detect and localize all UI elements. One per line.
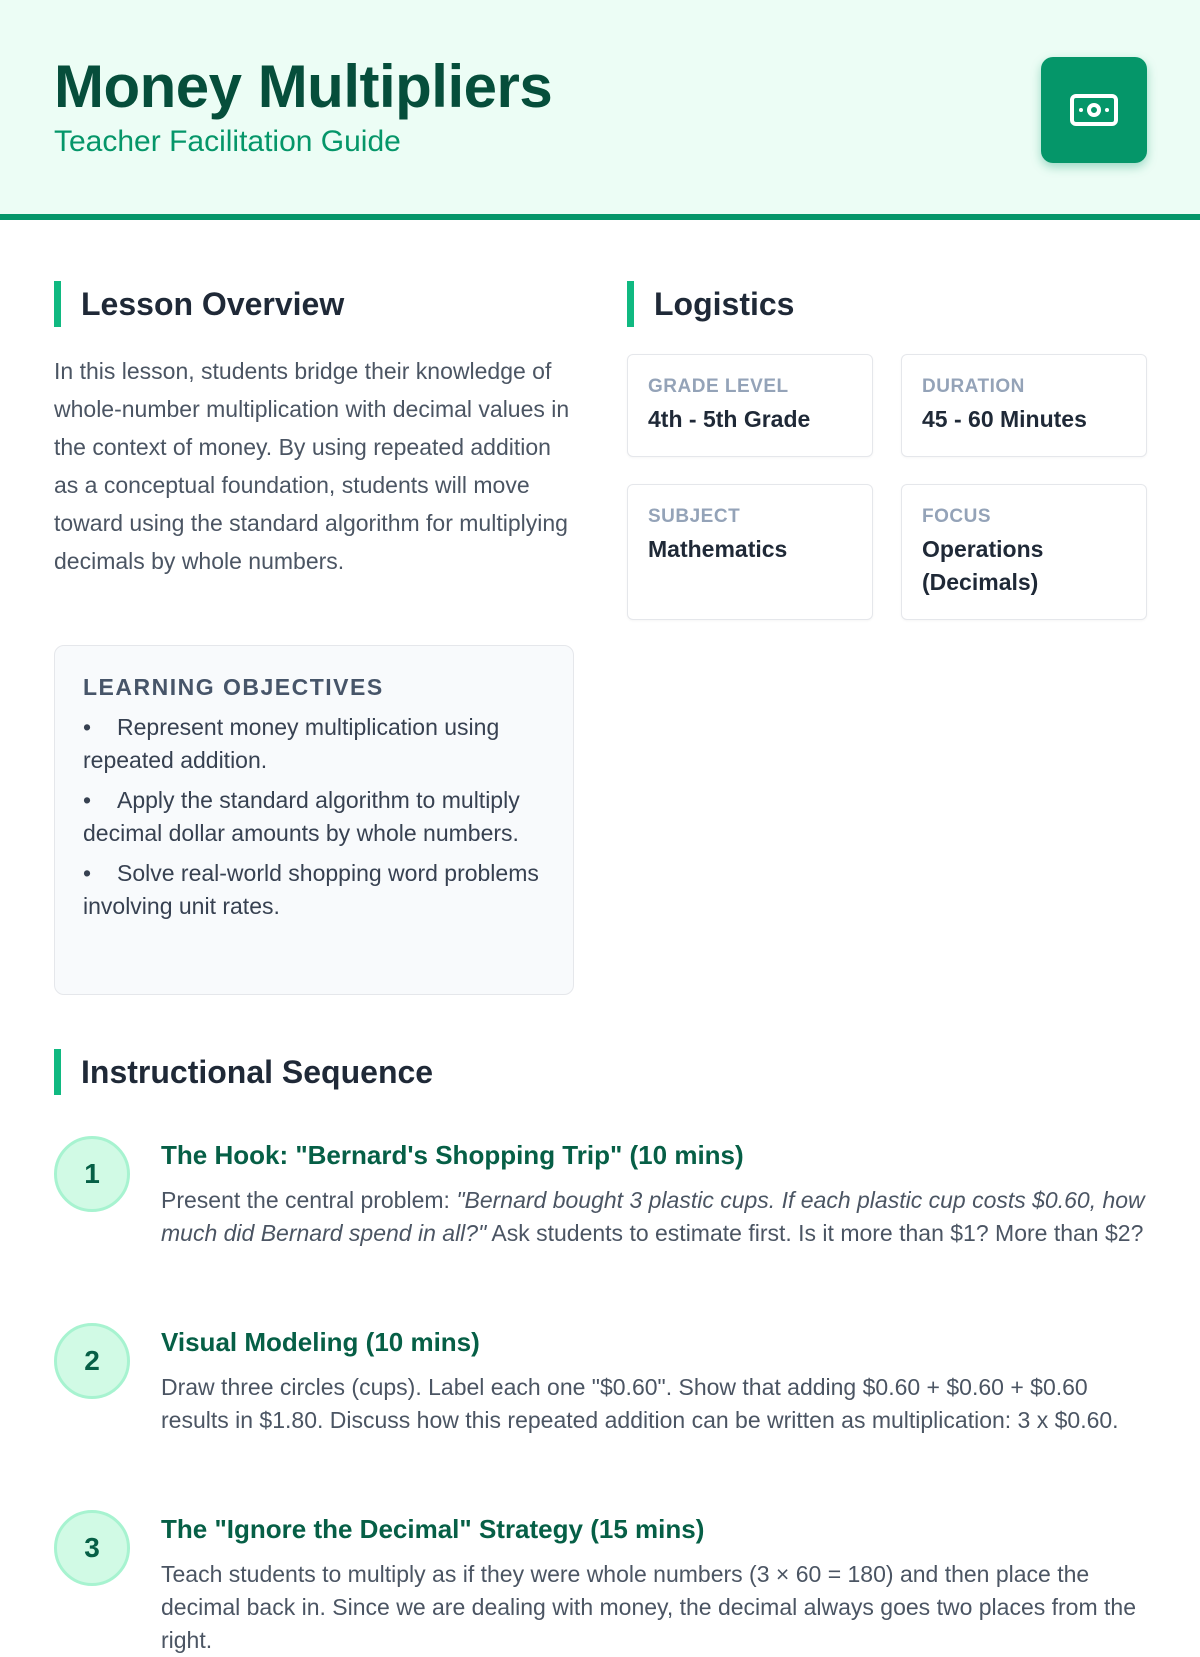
card-value: 45 - 60 Minutes xyxy=(922,406,1087,432)
step-number-badge: 1 xyxy=(54,1136,130,1212)
learning-objectives-box xyxy=(54,645,574,995)
step-number-badge: 2 xyxy=(54,1323,130,1399)
card-label: DURATION xyxy=(922,376,1025,397)
lesson-overview-heading: Lesson Overview xyxy=(54,281,344,327)
logistics-card-duration xyxy=(901,354,1147,457)
lesson-overview-text: In this lesson, students bridge their knowledge of whole-number multiplication with decimal values in the context of money. By using repeated addition as a conceptual foundation, students will move toward using the standard algorithm for multiplying decimals by whole numbers. xyxy=(54,358,570,574)
step-description: Teach students to multiply as if they were whole numbers (3 × 60 = 180) and then place the decimal back in. Since we are dealing with money, the decimal always goes two places from the right. xyxy=(161,1561,1136,1653)
logistics-heading: Logistics xyxy=(627,281,794,327)
logistics-card-subject xyxy=(627,484,873,620)
logo-badge xyxy=(1041,57,1147,163)
page-subtitle: Teacher Facilitation Guide xyxy=(54,125,401,158)
step-title: The "Ignore the Decimal" Strategy (15 mins) xyxy=(161,1514,705,1544)
learning-objectives-title: LEARNING OBJECTIVES xyxy=(83,674,384,700)
list-item: • Represent money multiplication using repeated addition. xyxy=(83,714,500,773)
card-label: GRADE LEVEL xyxy=(648,376,789,397)
card-value: Mathematics xyxy=(648,536,788,562)
page-title: Money Multipliers xyxy=(54,53,553,120)
logistics-card-grade xyxy=(627,354,873,457)
step-description: Present the central problem: "Bernard bought 3 plastic cups. If each plastic cup costs $0.60, how much did Bernard spend in all?" Ask students to estimate first. Is it more than $1? More than $2? xyxy=(161,1187,1145,1246)
step-title: The Hook: "Bernard's Shopping Trip" (10 mins) xyxy=(161,1140,744,1170)
card-value: 4th - 5th Grade xyxy=(648,406,811,432)
list-item: • Apply the standard algorithm to multiply decimal dollar amounts by whole numbers. xyxy=(83,787,520,846)
logistics-card-focus xyxy=(901,484,1147,620)
objectives-list xyxy=(83,711,545,923)
card-label: SUBJECT xyxy=(648,506,741,527)
step-description: Draw three circles (cups). Label each one "$0.60". Show that adding $0.60 + $0.60 + $0.60 results in $1.80. Discuss how this repeated addition can be written as multiplication: 3 x $0.60. xyxy=(161,1374,1119,1433)
step-number-badge: 3 xyxy=(54,1510,130,1586)
card-value: Operations (Decimals) xyxy=(922,536,1044,595)
step-title: Visual Modeling (10 mins) xyxy=(161,1327,480,1357)
card-label: FOCUS xyxy=(922,506,991,527)
instructional-sequence-heading: Instructional Sequence xyxy=(54,1049,433,1095)
list-item: • Solve real-world shopping word problems involving unit rates. xyxy=(83,860,539,919)
page-header xyxy=(0,0,1200,220)
money-bill-icon xyxy=(1069,93,1119,127)
